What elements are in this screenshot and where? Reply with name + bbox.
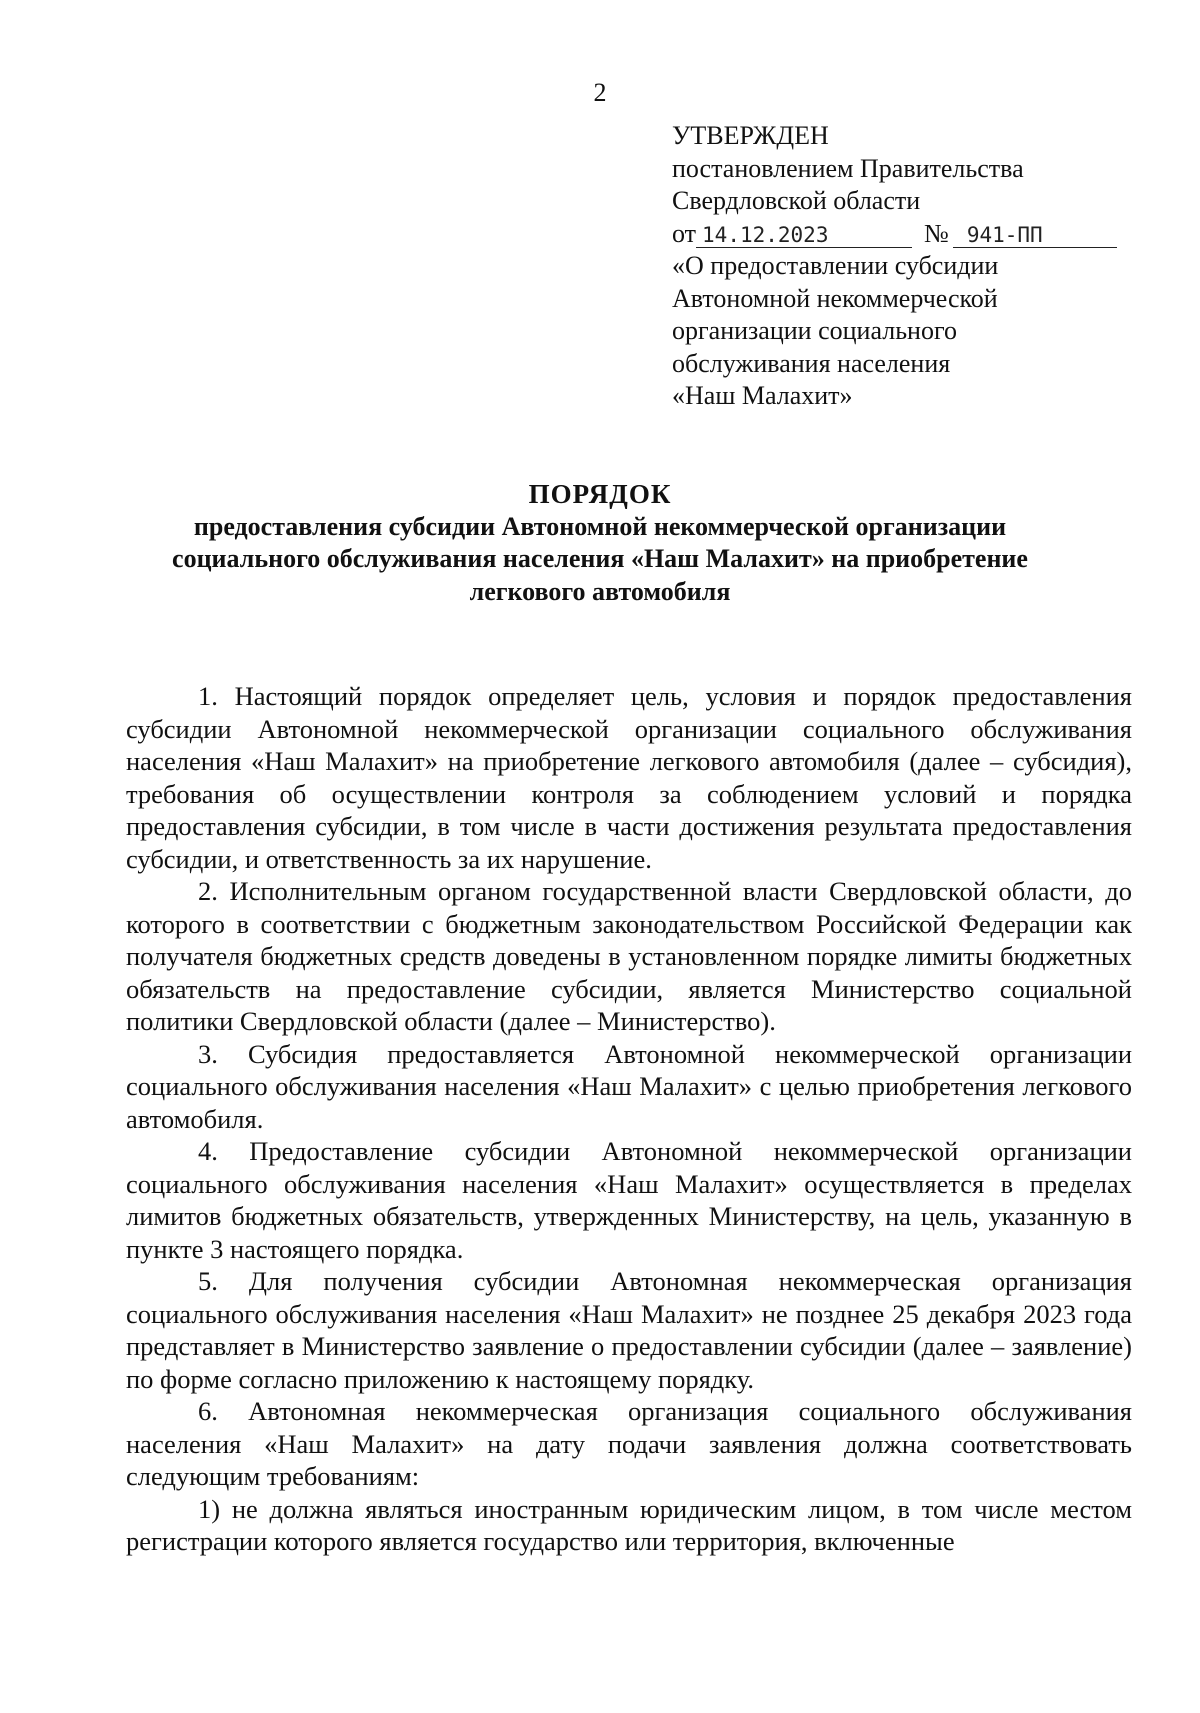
- approval-subject-line: организации социального: [672, 316, 957, 345]
- approval-subject-line: «О предоставлении субсидии: [672, 251, 999, 280]
- approval-subject-line: обслуживания населения: [672, 348, 951, 378]
- approval-line: постановлением Правительства: [672, 153, 1024, 183]
- decree-date: 14.12.2023: [696, 223, 912, 248]
- paragraph: 5. Для получения субсидии Автономная некоммерческая организация социального обслуживания населения «Наш Малахит» не позднее 25 декабря 2023 года представляет в Министерство заявление о предоставлении субсидии (далее – заявление) по форме согласно приложению к настоящему порядку.: [126, 1266, 1132, 1394]
- date-prefix: от: [672, 218, 697, 248]
- decree-date-number-row: [672, 218, 1142, 251]
- approval-subject-line: Автономной некоммерческой: [672, 283, 998, 313]
- document-body: [126, 680, 1132, 1558]
- number-sign: №: [924, 218, 949, 248]
- approval-subject-line: «Наш Малахит»: [672, 381, 853, 410]
- approval-line: Свердловской области: [672, 186, 921, 215]
- title-subtitle-line: легкового автомобиля: [469, 576, 731, 606]
- paragraph: 1) не должна являться иностранным юридическим лицом, в том числе местом регистрации которого является государство или территория, включенные: [126, 1493, 1132, 1556]
- approval-heading: УТВЕРЖДЕН: [672, 121, 829, 150]
- paragraph: 2. Исполнительным органом государственной власти Свердловской области, до которого в соответствии с бюджетным законодательством Российской Федерации как получателя бюджетных средств доведены в установленном порядке лимиты бюджетных обязательств на предоставление субсидии, является Министерство социальной политики Свердловской области (далее – Министерство).: [126, 876, 1132, 1036]
- document-title: [100, 478, 1100, 608]
- title-subtitle-line: социального обслуживания населения «Наш Малахит» на приобретение: [172, 544, 1028, 573]
- decree-number: 941-ПП: [953, 223, 1117, 248]
- approval-stamp: [672, 120, 1142, 413]
- paragraph: 3. Субсидия предоставляется Автономной некоммерческой организации социального обслуживания населения «Наш Малахит» с целью приобретения легкового автомобиля.: [126, 1038, 1132, 1134]
- paragraph: 6. Автономная некоммерческая организация социального обслуживания населения «Наш Малахит» на дату подачи заявления должна соответствовать следующим требованиям:: [126, 1396, 1132, 1491]
- title-subtitle-line: предоставления субсидии Автономной некоммерческой организации: [193, 511, 1007, 541]
- title-main: ПОРЯДОК: [528, 479, 672, 509]
- paragraph: 4. Предоставление субсидии Автономной некоммерческой организации социального обслуживания населения «Наш Малахит» осуществляется в пределах лимитов бюджетных обязательств, утвержденных Министерству, на цель, указанную в пункте 3 настоящего порядка.: [126, 1136, 1132, 1264]
- paragraph: 1. Настоящий порядок определяет цель, условия и порядок предоставления субсидии Автономной некоммерческой организации социального обслуживания населения «Наш Малахит» на приобретение легкового автомобиля (далее – субсидия), требования об осуществлении контроля за соблюдением условий и порядка предоставления субсидии, в том числе в части достижения результата предоставления субсидии, и ответственность за их нарушение.: [126, 681, 1132, 874]
- page-number: 2: [593, 78, 607, 107]
